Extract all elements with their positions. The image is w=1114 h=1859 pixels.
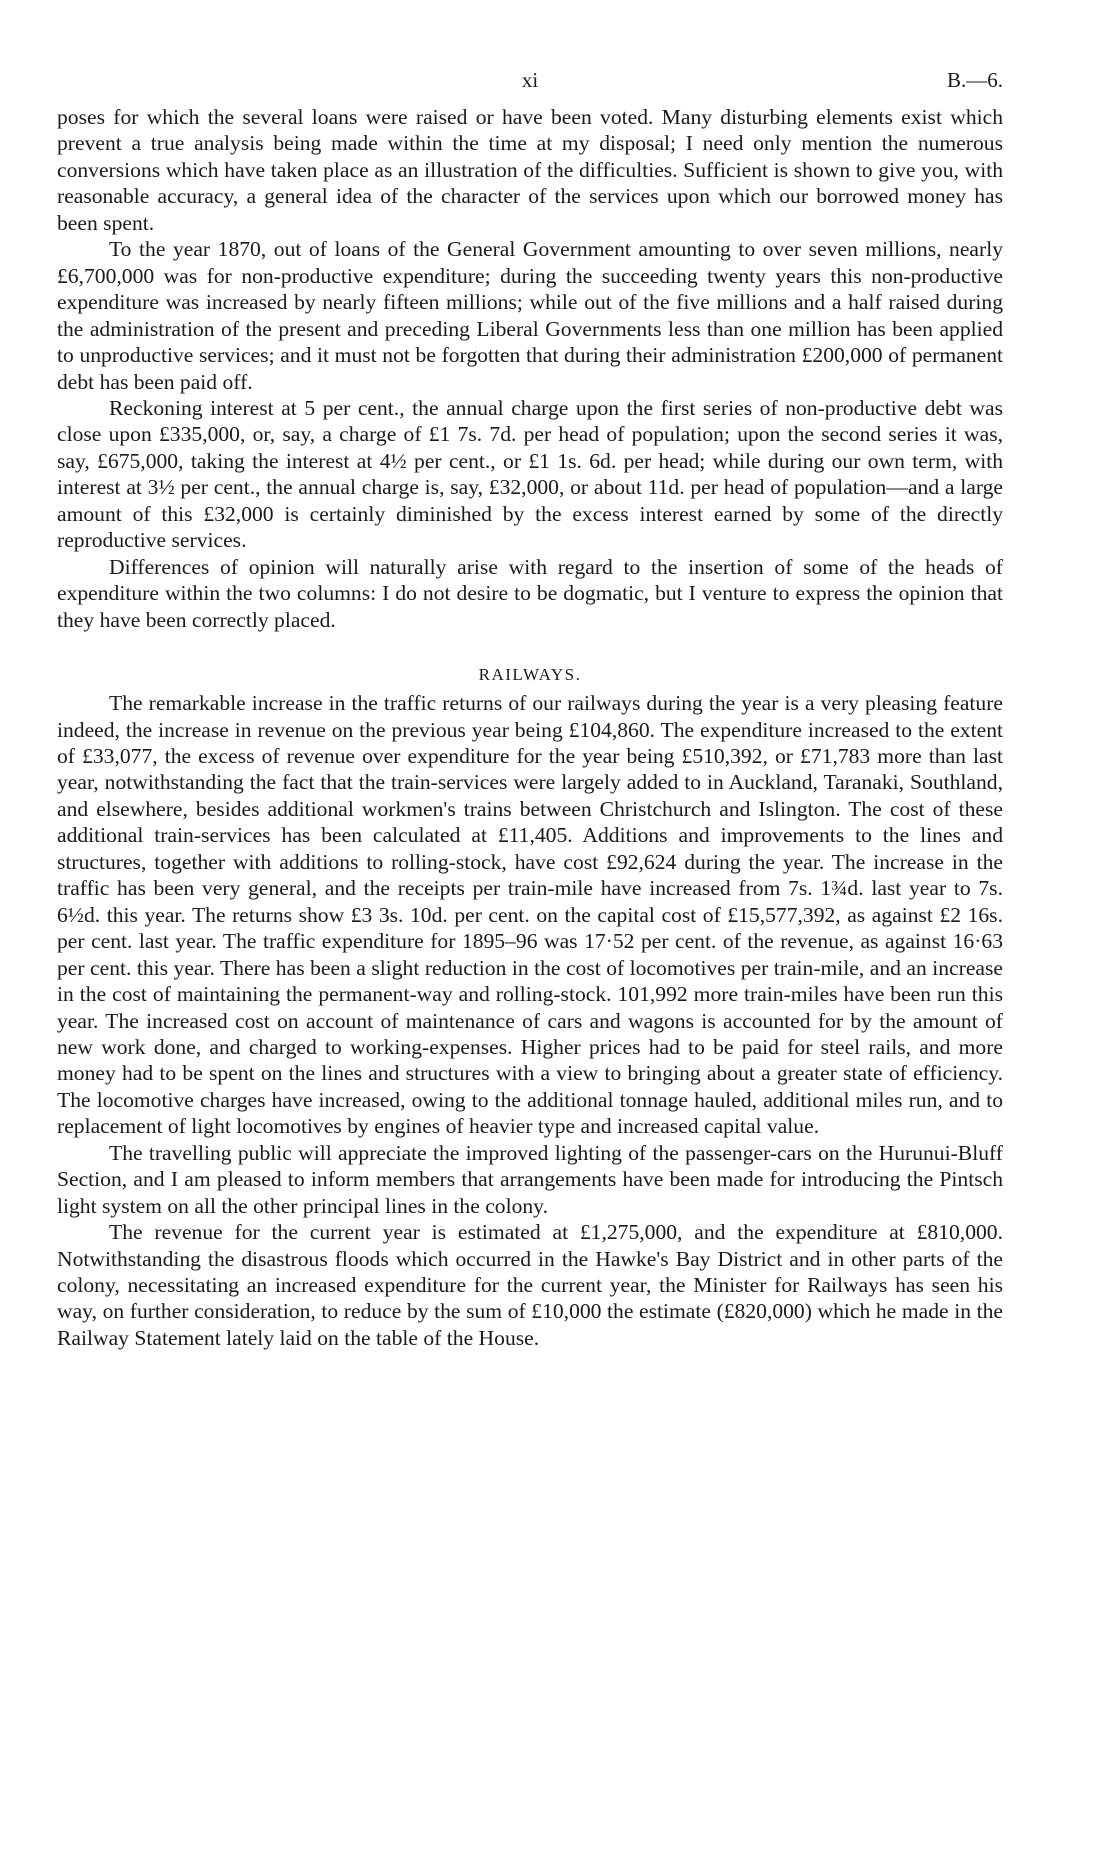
paragraph-loans-to-1870: To the year 1870, out of loans of the General Government amounting to over seven millions, nearly £6,700,000 was for non-productive expenditure; during the succeeding twenty years this non-productive expenditure was increased by nearly fifteen millions; while out of the five millions and a half raised during the administration of the present and preceding Liberal Governments less than one million has been applied to unproductive services; and it must not be forgotten that during their administration £200,000 of permanent debt has been paid off.: [57, 237, 1003, 394]
paragraph-passenger-lighting: The travelling public will appreciate the improved lighting of the passenger-cars on the Hurunui-Bluff Section, and I am pleased to inform members that arrangements have been made for introducing the Pintsch light system on all the other principal lines in the colony.: [57, 1140, 1003, 1218]
document-page: [57, 68, 1003, 1351]
paragraph-interest-reckoning: Reckoning interest at 5 per cent., the annual charge upon the first series of non-productive debt was close upon £335,000, or, say, a charge of £1 7s. 7d. per head of population; upon the second series it was, say, £675,000, taking the interest at 4½ per cent., or £1 1s. 6d. per head; while during our own term, with interest at 3½ per cent., the annual charge is, say, £32,000, or about 11d. per head of population—and a large amount of this £32,000 is certainly diminished by the excess interest earned by some of the directly reproductive services.: [57, 395, 1003, 553]
series-code: B.—6.: [946, 68, 1003, 92]
paragraph-revenue-estimate: The revenue for the current year is estimated at £1,275,000, and the expenditure at £810,000. Notwithstanding the disastrous floods which occurred in the Hawke's Bay District and in other parts of the colony, necessitating an increased expenditure for the current year, the Minister for Railways has seen his way, on further consideration, to reduce by the sum of £10,000 the estimate (£820,000) which he made in the Railway Statement lately laid on the table of the House.: [57, 1220, 1003, 1350]
paragraph-loan-purposes: poses for which the several loans were raised or have been voted. Many disturbing elements exist which prevent a true analysis being made within the time at my disposal; I need only mention the numerous conversions which have taken place as an illustration of the difficulties. Sufficient is shown to give you, with reasonable accuracy, a general idea of the character of the services upon which our borrowed money has been spent.: [57, 105, 1003, 235]
running-head: [57, 68, 1003, 104]
paragraph-differences-of-opinion: Differences of opinion will naturally arise with regard to the insertion of some of the heads of expenditure within the two columns: I do not desire to be dogmatic, but I venture to express the opinion that they have been correctly placed.: [57, 554, 1003, 632]
page-number: xi: [521, 68, 539, 92]
section-heading-railways: RAILWAYS.: [478, 665, 582, 685]
paragraph-railway-traffic: The remarkable increase in the traffic returns of our railways during the year is a very pleasing feature indeed, the increase in revenue on the previous year being £104,860. The expenditure increased to the extent of £33,077, the excess of revenue over expenditure for the year being £510,392, or £71,783 more than last year, notwithstanding the fact that the train-services were largely added to in Auckland, Taranaki, Southland, and elsewhere, besides additional workmen's trains between Christchurch and Islington. The cost of these additional train-services has been calculated at £11,405. Additions and improvements to the lines and structures, together with additions to rolling-stock, have cost £92,624 during the year. The increase in the traffic has been very general, and the receipts per train-mile have increased from 7s. 1¾d. last year to 7s. 6½d. this year. The returns show £3 3s. 10d. per cent. on the capital cost of £15,577,392, as against £2 16s. per cent. last year. The traffic expenditure for 1895–96 was 17·52 per cent. of the revenue, as against 16·63 per cent. this year. There has been a slight reduction in the cost of locomotives per train-mile, and an increase in the cost of maintaining the permanent-way and rolling-stock. 101,992 more train-miles have been run this year. The increased cost on account of maintenance of cars and wagons is accounted for by the amount of new work done, and charged to working-expenses. Higher prices had to be paid for steel rails, and more money had to be spent on the lines and structures with a view to bringing about a greater state of efficiency. The locomotive charges have increased, owing to the additional tonnage hauled, additional miles run, and to replacement of light locomotives by engines of heavier type and increased capital value.: [57, 691, 1003, 1139]
